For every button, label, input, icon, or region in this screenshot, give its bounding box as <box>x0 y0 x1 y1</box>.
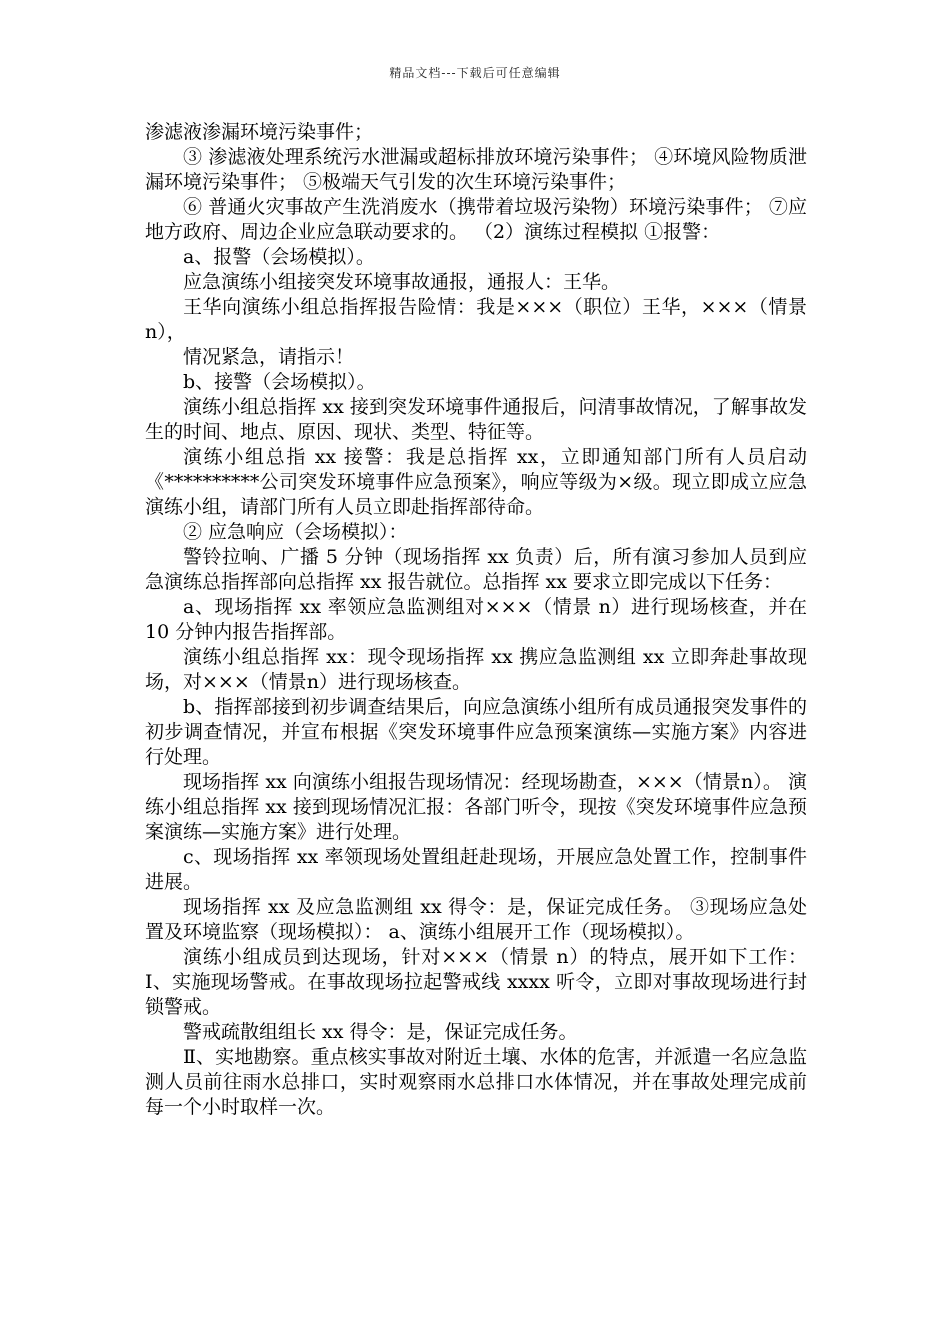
paragraph: 渗滤液渗漏环境污染事件； <box>145 121 374 143</box>
paragraph: 演练小组成员到达现场，针对×××（情景 n）的特点，展开如下工作： Ⅰ、实施现场警戒。在事故现场拉起警戒线 xxxx 听令，立即对事故现场进行封锁警戒。 <box>145 946 807 1018</box>
page-header: 精品文档---下载后可任意编辑 <box>389 66 561 80</box>
paragraph: a、现场指挥 xx 率领应急监测组对×××（情景 n）进行现场核查，并在 10 分钟内报告指挥部。 <box>145 596 807 643</box>
paragraph: 演练小组总指挥 xx：现令现场指挥 xx 携应急监测组 xx 立即奔赴事故现场，对×××（情景n）进行现场核查。 <box>145 646 807 693</box>
paragraph: ② 应急响应（会场模拟）： <box>183 521 408 543</box>
paragraph: 演练小组总指挥 xx 接到突发环境事件通报后，问清事故情况，了解事故发生的时间、地点、原因、现状、类型、特征等。 <box>145 396 807 443</box>
paragraph: b、接警（会场模拟）。 <box>183 371 376 393</box>
paragraph: 现场指挥 xx 及应急监测组 xx 得令：是，保证完成任务。 ③现场应急处置及环境监察（现场模拟）： a、演练小组展开工作（现场模拟）。 <box>145 896 807 943</box>
paragraph: ③ 渗滤液处理系统污水泄漏或超标排放环境污染事件； ④环境风险物质泄漏环境污染事件； ⑤极端天气引发的次生环境污染事件； <box>145 146 807 193</box>
paragraph: a、报警（会场模拟）。 <box>183 246 375 268</box>
paragraph: 现场指挥 xx 向演练小组报告现场情况：经现场勘查，×××（情景n）。 演练小组总指挥 xx 接到现场情况汇报：各部门听令，现按《突发环境事件应急预案演练—实施方案》进行处理。 <box>145 771 807 843</box>
paragraph: 情况紧急，请指示！ <box>183 346 355 368</box>
paragraph: c、现场指挥 xx 率领现场处置组赶赴现场，开展应急处置工作，控制事件进展。 <box>145 846 807 893</box>
paragraph: 警戒疏散组组长 xx 得令：是，保证完成任务。 <box>183 1021 578 1043</box>
document-body <box>145 120 807 1120</box>
paragraph: 警铃拉响、广播 5 分钟（现场指挥 xx 负责）后，所有演习参加人员到应急演练总指挥部向总指挥 xx 报告就位。总指挥 xx 要求立即完成以下任务： <box>145 546 807 593</box>
paragraph: ⑥ 普通火灾事故产生洗消废水（携带着垃圾污染物）环境污染事件； ⑦应地方政府、周边企业应急联动要求的。 （2）演练过程模拟 ①报警： <box>145 196 807 243</box>
paragraph: Ⅱ、实地勘察。重点核实事故对附近土壤、水体的危害，并派遣一名应急监测人员前往雨水总排口，实时观察雨水总排口水体情况，并在事故处理完成前每一个小时取样一次。 <box>145 1046 807 1118</box>
paragraph: 演练小组总指 xx 接警：我是总指挥 xx，立即通知部门所有人员启动《**********公司突发环境事件应急预案》，响应等级为×级。现立即成立应急演练小组，请部门所有人员立即赴指挥部待命。 <box>145 446 807 518</box>
paragraph: b、指挥部接到初步调查结果后，向应急演练小组所有成员通报突发事件的初步调查情况，并宣布根据《突发环境事件应急预案演练—实施方案》内容进行处理。 <box>145 696 807 768</box>
paragraph: 王华向演练小组总指挥报告险情：我是×××（职位）王华，×××（情景n）， <box>145 296 807 343</box>
paragraph: 应急演练小组接突发环境事故通报，通报人：王华。 <box>183 271 621 293</box>
